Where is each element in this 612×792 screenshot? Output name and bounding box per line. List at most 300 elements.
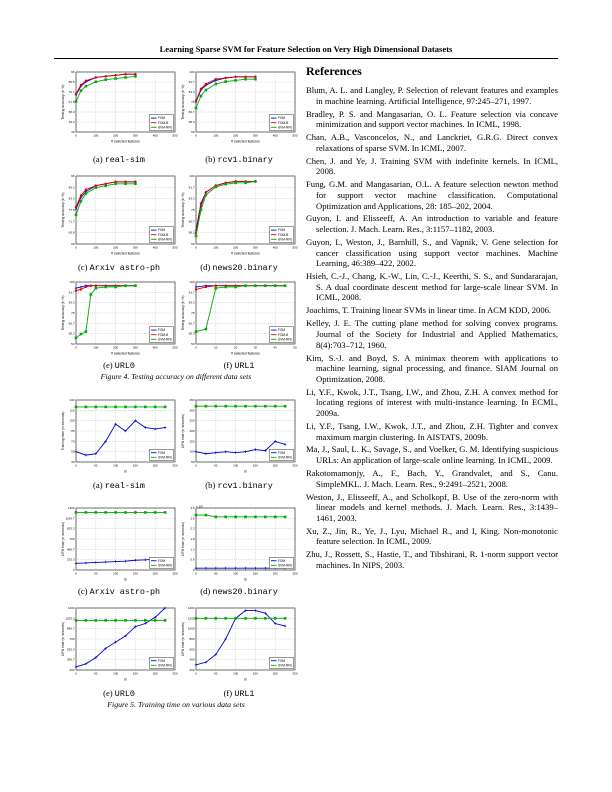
x-axis-label: B [124, 677, 127, 682]
x-axis-label: # selected features [231, 139, 260, 144]
data-point [234, 516, 237, 519]
x-tick-label: 0 [75, 133, 77, 138]
y-tick-label: 83.3 [68, 300, 75, 305]
x-tick-label: 150 [252, 571, 258, 576]
data-point [244, 405, 247, 408]
data-point [205, 89, 208, 92]
legend-label: FGM-B [278, 232, 289, 237]
data-point [134, 619, 137, 622]
data-point [205, 514, 208, 517]
fig5-panel-f [180, 604, 298, 682]
legend-label: FGM [158, 558, 166, 563]
fig5-subcaption-a: (a) real-sim [93, 480, 145, 491]
y-tick-label: 100 [189, 70, 195, 74]
x-tick-label: 40 [273, 345, 277, 350]
x-tick-label: 100 [213, 133, 219, 138]
data-point [104, 511, 107, 514]
x-tick-label: 50 [94, 671, 98, 676]
x-tick-label: 300 [252, 245, 258, 250]
y-tick-label: 70 [71, 439, 75, 444]
x-tick-label: 500 [172, 345, 178, 350]
y-tick-label: 40 [71, 460, 75, 464]
y-tick-label: 100 [189, 280, 195, 284]
data-point [124, 76, 127, 79]
legend-label: SVM-RFE [278, 663, 293, 668]
reference-item: Guyon, I. and Elisseeff, A. An introduction to variable and feature selection. J. Mach. Learn. Res., 3:1157–1182, 2003. [306, 213, 558, 235]
header-rule [54, 58, 558, 59]
y-tick-label: 58.3 [68, 110, 75, 114]
x-tick-label: 250 [172, 463, 178, 468]
data-point [104, 406, 107, 409]
x-tick-label: 200 [272, 571, 278, 576]
fig5-panel-d [180, 504, 298, 582]
y-tick-label: 83.3 [188, 196, 195, 201]
x-tick-label: 200 [152, 463, 158, 468]
fig4-subcaption-f: (f) URL1 [223, 360, 255, 371]
x-tick-label: 500 [292, 245, 298, 250]
fig4-subcaption-c: (c) Arxiv astro-ph [77, 262, 161, 273]
x-tick-label: 100 [93, 345, 99, 350]
data-point [85, 85, 88, 88]
x-tick-label: 50 [94, 463, 98, 468]
data-point [114, 182, 117, 185]
x-tick-label: 300 [132, 245, 138, 250]
x-tick-label: 150 [132, 671, 138, 676]
data-point [105, 75, 107, 77]
data-point [234, 182, 237, 185]
y-tick-label: 366.7 [66, 657, 75, 662]
x-tick-label: 50 [94, 571, 98, 576]
y-axis-label: Testing accuracy (in %) [181, 295, 185, 331]
x-tick-label: 20 [233, 345, 238, 350]
y-axis-label: CPU time (in seconds) [61, 622, 65, 656]
x-tick-label: 200 [233, 133, 239, 138]
data-point [254, 180, 257, 183]
data-point [154, 406, 157, 409]
references-heading: References [306, 64, 362, 78]
fig5-panel-c [60, 504, 178, 582]
x-tick-label: 0 [195, 133, 197, 138]
reference-item: Blum, A. L. and Langley, P. Selection of relevant features and examples in machine learning. Artificial Intelligence, 97:245–271, 1997. [306, 85, 558, 106]
data-point [215, 287, 218, 290]
fig4-subcaption-d: (d) news20.binary [200, 262, 278, 273]
y-tick-label: 200 [69, 668, 75, 672]
legend-label: SVM-RFE [278, 237, 293, 242]
y-axis-label: Testing accuracy (in %) [181, 84, 185, 120]
reference-list [306, 85, 558, 571]
x-tick-label: 250 [292, 463, 298, 468]
data-point [114, 406, 117, 409]
y-tick-label: 58.3 [68, 331, 75, 336]
y-tick-label: 50 [191, 460, 195, 464]
x-tick-label: 500 [172, 133, 178, 138]
data-point [75, 511, 78, 514]
y-axis-label: Testing accuracy (in %) [61, 295, 65, 331]
y-tick-label: 66.7 [188, 110, 195, 114]
fig4-panel-f [180, 278, 298, 356]
data-point [134, 182, 137, 185]
data-point [75, 214, 78, 217]
data-point [244, 182, 247, 185]
data-point [205, 328, 208, 331]
fig5-panel-b [180, 396, 298, 474]
y-tick-label: 700 [69, 537, 75, 541]
data-point [254, 78, 257, 81]
data-point [124, 406, 127, 409]
data-point [85, 188, 87, 190]
y-tick-label: 300 [189, 408, 195, 413]
data-point [205, 83, 207, 85]
y-tick-label: 75 [191, 311, 195, 315]
data-point [234, 286, 237, 289]
data-point [284, 405, 287, 408]
x-tick-label: 0 [75, 671, 77, 676]
data-point [85, 619, 88, 622]
data-point [95, 406, 98, 409]
legend-label: FGM [278, 658, 286, 663]
y-tick-label: 200 [189, 429, 195, 433]
fig5-panel-e [60, 604, 178, 682]
data-point [284, 284, 287, 287]
data-point [244, 76, 246, 78]
x-axis-label: B [244, 677, 247, 682]
data-point [75, 100, 78, 103]
y-axis-label: Testing accuracy (in %) [61, 84, 65, 120]
data-point [215, 186, 218, 189]
y-tick-label: 100 [189, 449, 195, 454]
data-point [224, 286, 227, 289]
x-axis-label: # selected features [111, 351, 140, 356]
legend-label: SVM-RFE [158, 563, 173, 568]
fig4-panel-e [60, 278, 178, 356]
x-tick-label: 300 [132, 133, 138, 138]
y-tick-label: 1400 [67, 506, 75, 510]
data-point [90, 285, 92, 287]
data-point [114, 77, 117, 80]
x-axis-label: # selected features [111, 139, 140, 144]
x-tick-label: 150 [252, 463, 258, 468]
y-axis-label: Testing accuracy (in %) [181, 192, 185, 228]
data-point [114, 74, 116, 76]
data-point [215, 405, 218, 408]
data-point [75, 206, 77, 208]
reference-item: Kelley, J. E. The cutting plane method for solving convex programs. Journal of the Society for Industrial and Applied Mathematics, 8(4):703–712, 1960. [306, 318, 558, 350]
y-tick-label: 2.3 [190, 526, 195, 531]
legend-label: SVM-RFE [158, 125, 173, 130]
reference-item: Guyon, I., Weston, J., Barnhill, S., and Vapnik, V. Gene selection for cancer classification using support vector machines. Machine Learning, 46:389–422, 2002. [306, 237, 558, 269]
reference-item: Ma, J., Saul, L. K., Savage, S., and Voelker, G. M. Identifying suspicious URLs: An application of large-scale online learning. In ICML, 2009. [306, 444, 558, 466]
data-point [95, 287, 98, 290]
y-tick-label: 700 [69, 637, 75, 641]
data-point [104, 184, 107, 187]
y-tick-label: 100 [69, 280, 75, 284]
data-point [215, 617, 218, 620]
y-tick-label: 1000 [187, 626, 195, 631]
reference-item: Xu, Z., Jin, R., Ye, J., Lyu, Michael R., and I, King. Non-monotonic feature selection. In ICML, 2009. [306, 525, 558, 547]
y-tick-label: 66.7 [188, 321, 195, 326]
y-tick-label: 76.7 [68, 90, 75, 94]
y-tick-label: 400 [189, 657, 195, 662]
data-point [200, 209, 203, 212]
fig4-subcaption-e: (e) URL0 [103, 360, 135, 371]
data-point [75, 619, 78, 622]
y-tick-label: 50 [191, 342, 195, 346]
data-point [80, 194, 82, 196]
y-tick-label: 91.7 [188, 80, 195, 84]
data-point [80, 333, 83, 336]
legend-label: FGM-B [158, 332, 169, 337]
x-tick-label: 400 [152, 133, 158, 138]
reference-item: Weston, J., Elisseeff, A., and Scholkopf, B. Use of the zero-norm with linear models and kernel methods. J. Mach. Learn. Res., 3:1439–1461, 2003. [306, 491, 558, 523]
x-tick-label: 250 [292, 571, 298, 576]
fig4-panel-b [180, 68, 298, 144]
y-tick-label: 83.3 [68, 196, 75, 201]
data-point [195, 100, 197, 102]
legend-label: SVM-RFE [158, 337, 173, 342]
x-tick-label: 150 [132, 463, 138, 468]
y-tick-label: 58.3 [188, 331, 195, 336]
data-point [80, 89, 83, 92]
data-point [205, 191, 207, 193]
data-point [80, 288, 82, 290]
data-point [264, 284, 267, 287]
x-tick-label: 0 [195, 571, 197, 576]
data-point [134, 406, 137, 409]
x-tick-label: 200 [233, 245, 239, 250]
data-point [164, 406, 167, 409]
data-point [225, 77, 227, 79]
data-point [284, 617, 287, 620]
x-tick-label: 0 [195, 463, 197, 468]
y-tick-label: 3.5 [190, 506, 195, 510]
data-point [205, 286, 207, 288]
data-point [85, 80, 87, 82]
data-point [124, 511, 127, 514]
data-point [95, 511, 98, 514]
x-tick-label: 50 [214, 463, 218, 468]
reference-item: Li, Y.F., Kwok, J.T., Tsang, I.W., and Zhou, Z.H. A convex method for locating regions of interest with multi-instance learning. In ECML, 2009a. [306, 386, 558, 418]
x-tick-label: 100 [113, 671, 119, 676]
data-point [80, 200, 83, 203]
data-point [274, 617, 277, 620]
x-tick-label: 500 [172, 245, 178, 250]
fig5-subcaption-c: (c) Arxiv astro-ph [77, 586, 161, 597]
y-tick-label: 233.3 [66, 557, 75, 562]
y-tick-label: 200 [189, 668, 195, 672]
data-point [234, 79, 237, 82]
x-tick-label: 100 [93, 245, 99, 250]
reference-item: Hsieh, C.-J., Chang, K.-W., Lin, C.-J., Keerthi, S. S., and Sundararajan, S. A dual coordinate descent method for large-scale linear SVM. In ICML, 2008. [306, 271, 558, 303]
legend-label: SVM-RFE [278, 125, 293, 130]
y-axis-label: Training time (in seconds) [61, 411, 65, 451]
y-tick-label: 1166.7 [65, 516, 75, 521]
legend-label: SVM-RFE [278, 455, 293, 460]
x-tick-label: 250 [172, 571, 178, 576]
fig4-panel-d [180, 172, 298, 256]
y-axis-label: CPU time (in seconds) [181, 414, 185, 448]
y-tick-label: 0.6 [190, 557, 195, 562]
x-tick-label: 150 [132, 571, 138, 576]
data-point [134, 75, 137, 78]
data-point [85, 511, 88, 514]
y-tick-label: 1200 [187, 616, 195, 621]
data-point [144, 511, 147, 514]
data-point [224, 516, 227, 519]
data-point [114, 511, 117, 514]
fig5-panel-a [60, 396, 178, 474]
x-axis-label: # selected features [231, 251, 260, 256]
x-tick-label: 200 [152, 671, 158, 676]
data-point [124, 619, 127, 622]
data-point [224, 405, 227, 408]
legend-label: FGM-B [278, 332, 289, 337]
data-point [264, 405, 267, 408]
data-point [200, 88, 202, 90]
x-tick-label: 400 [272, 245, 278, 250]
x-tick-label: 50 [214, 571, 218, 576]
data-point [104, 619, 107, 622]
legend-label: FGM [158, 228, 166, 233]
x-tick-label: 50 [214, 671, 218, 676]
y-tick-label: 60 [71, 242, 75, 246]
data-point [134, 284, 137, 287]
y-axis-label: CPU time (in seconds) [181, 522, 185, 556]
y-tick-label: 1400 [187, 606, 195, 610]
data-point [134, 73, 136, 75]
y-tick-label: 800 [189, 637, 195, 641]
data-point [195, 405, 198, 408]
x-tick-label: 0 [75, 345, 77, 350]
data-point [154, 619, 157, 622]
y-tick-label: 77.5 [68, 208, 75, 212]
reference-item: Joachims, T. Training linear SVMs in linear time. In ACM KDD, 2006. [306, 305, 552, 316]
y-tick-label: 55 [71, 449, 75, 454]
y-tick-label: 49.2 [68, 120, 75, 124]
legend-label: FGM [278, 450, 286, 455]
y-tick-label: 1.2 [190, 547, 195, 552]
legend-label: FGM [278, 228, 286, 233]
x-tick-label: 50 [293, 345, 297, 350]
y-tick-label: 58.3 [188, 120, 195, 124]
y-tick-label: 83.3 [188, 90, 195, 94]
y-tick-label: 91.7 [188, 185, 195, 190]
x-tick-label: 250 [292, 671, 298, 676]
data-point [205, 617, 208, 620]
y-tick-label: 0 [72, 568, 75, 572]
legend-label: FGM [278, 328, 286, 333]
fig4-panel-c [60, 172, 178, 256]
data-point [234, 617, 237, 620]
x-tick-label: 200 [272, 463, 278, 468]
data-point [104, 286, 107, 289]
y-tick-label: 1033.3 [65, 616, 75, 621]
data-point [124, 73, 126, 75]
data-point [284, 516, 287, 519]
y-tick-label: 2.9 [190, 516, 195, 521]
y-tick-label: 50 [191, 242, 195, 246]
y-tick-label: 75 [191, 208, 195, 212]
legend-label: SVM-RFE [158, 455, 173, 460]
data-point [164, 511, 167, 514]
y-axis-label: CPU time (in seconds) [181, 622, 185, 656]
x-tick-label: 100 [113, 463, 119, 468]
data-point [80, 84, 82, 86]
legend-label: FGM [158, 450, 166, 455]
data-point [75, 337, 78, 340]
data-point [95, 619, 98, 622]
data-point [264, 516, 267, 519]
data-point [90, 293, 93, 296]
y-tick-label: 50 [71, 342, 75, 346]
data-point [224, 80, 227, 83]
x-axis-label: B [124, 469, 127, 474]
y-tick-label: 466.7 [66, 547, 75, 552]
x-tick-label: 100 [113, 571, 119, 576]
legend-label: SVM-RFE [278, 337, 293, 342]
legend-label: SVM-RFE [278, 563, 293, 568]
data-point [75, 406, 78, 409]
data-point [195, 617, 198, 620]
y-tick-label: 89.2 [68, 185, 75, 190]
y-tick-label: 150 [189, 439, 195, 444]
x-tick-label: 100 [233, 463, 239, 468]
y-tick-label: 1.8 [190, 537, 195, 541]
x-tick-label: 0 [75, 463, 77, 468]
x-axis-label: B [244, 577, 247, 582]
data-point [215, 83, 218, 86]
y-axis-label: Testing accuracy (in %) [61, 192, 65, 228]
data-point [75, 93, 77, 95]
data-point [244, 617, 247, 620]
y-tick-label: 533.3 [66, 647, 75, 652]
x-tick-label: 500 [292, 133, 298, 138]
data-point [164, 619, 167, 622]
x-tick-label: 200 [272, 671, 278, 676]
data-point [244, 284, 247, 287]
reference-item: Chen, J. and Ye, J. Training SVM with indefinite kernels. In ICML, 2008. [306, 155, 558, 177]
x-tick-label: 100 [213, 245, 219, 250]
y-tick-label: 50 [191, 130, 195, 134]
data-point [104, 78, 107, 81]
x-tick-label: 30 [253, 345, 258, 350]
x-tick-label: 0 [75, 571, 77, 576]
data-point [114, 619, 117, 622]
data-point [85, 406, 88, 409]
y-tick-label: 130 [69, 398, 75, 402]
legend-label: FGM [278, 558, 286, 563]
data-point [274, 516, 277, 519]
x-axis-label: # selected features [111, 251, 140, 256]
running-header: Learning Sparse SVM for Feature Selection on Very High Dimensional Datasets [159, 44, 453, 54]
x-tick-label: 400 [152, 245, 158, 250]
data-point [124, 284, 127, 287]
x-tick-label: 400 [152, 345, 158, 350]
y-tick-label: 95 [71, 70, 75, 74]
data-point [144, 406, 147, 409]
x-tick-label: 150 [252, 671, 258, 676]
y-tick-label: 66.7 [68, 321, 75, 326]
data-point [234, 76, 236, 78]
data-point [124, 182, 127, 185]
x-tick-label: 10 [214, 345, 218, 350]
fig4-subcaption-a: (a) real-sim [93, 154, 145, 165]
fig5-subcaption-d: (d) news20.binary [200, 586, 278, 597]
legend-label: FGM-B [158, 232, 169, 237]
x-tick-label: 100 [93, 133, 99, 138]
legend-label: FGM [158, 116, 166, 121]
x-tick-label: 400 [272, 133, 278, 138]
data-point [195, 288, 197, 290]
